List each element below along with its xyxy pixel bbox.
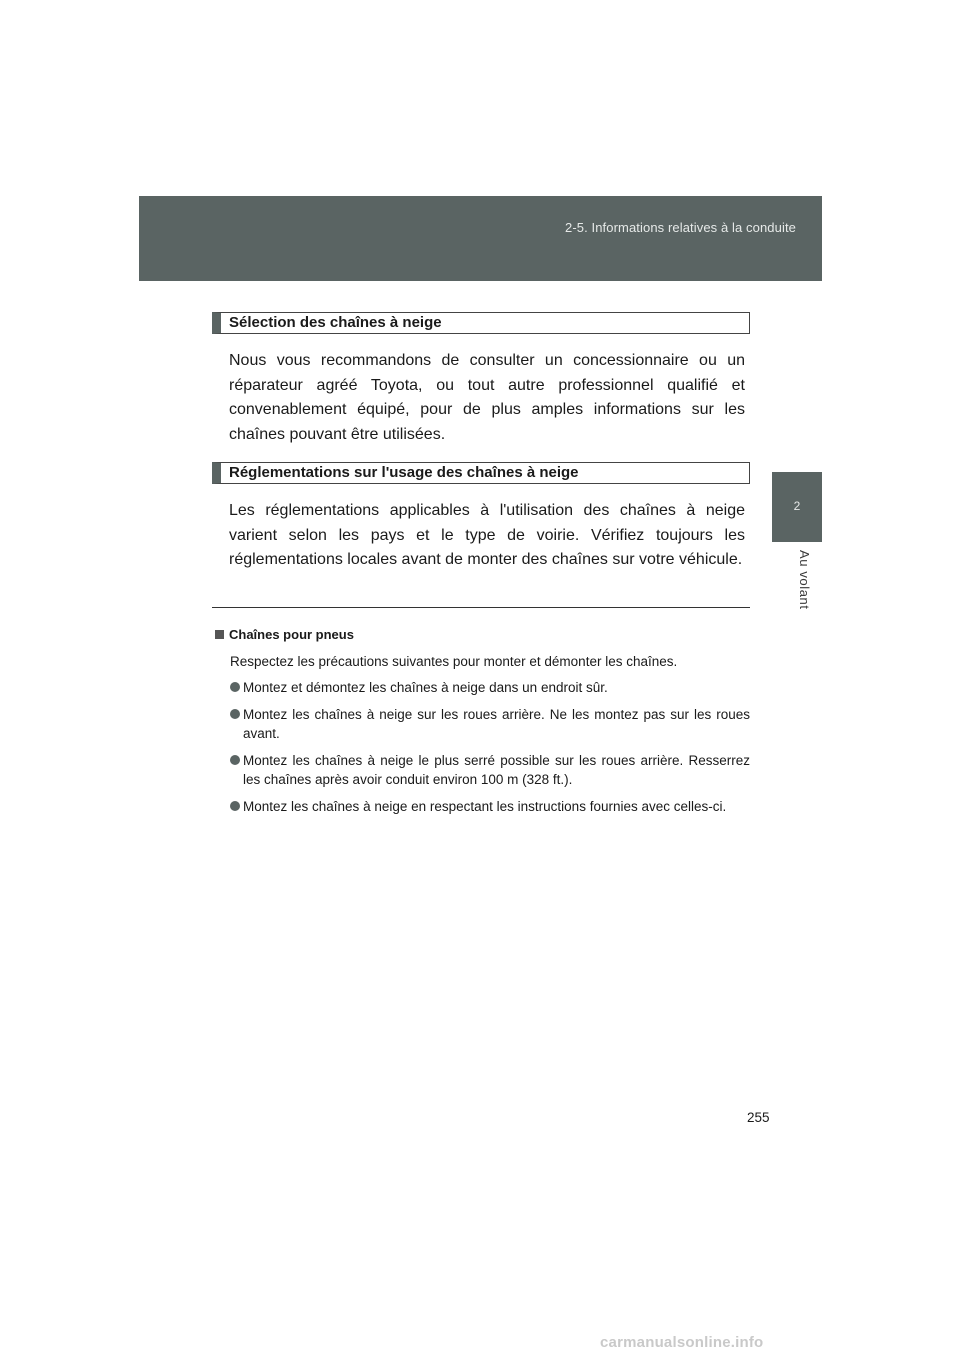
note-heading xyxy=(215,627,354,642)
section-heading-chain-selection: Sélection des chaînes à neige xyxy=(212,312,750,334)
chapter-number: 2 xyxy=(793,499,801,513)
section-breadcrumb: 2-5. Informations relatives à la conduite xyxy=(565,220,796,235)
section-divider xyxy=(212,607,750,608)
section-body-chain-regulations: Les réglementations applicables à l'utilisation des chaînes à neige varient selon les pays et le type de voirie. Vérifiez toujours les réglementations locales avant de monter des chaînes sur votre véhicule. xyxy=(229,502,745,568)
note-intro: Respectez les précautions suivantes pour monter et démonter les chaînes. xyxy=(230,654,678,669)
list-item-text: Montez et démontez les chaînes à neige dans un endroit sûr. xyxy=(243,680,608,695)
chapter-tab xyxy=(772,472,822,542)
square-bullet-icon xyxy=(215,630,224,639)
header-band xyxy=(139,196,822,281)
watermark: carmanualsonline.info xyxy=(600,1334,764,1351)
note-heading-text: Chaînes pour pneus xyxy=(229,627,354,642)
section-heading-chain-regulations: Réglementations sur l'usage des chaînes à neige xyxy=(212,462,750,484)
list-item xyxy=(230,797,750,816)
chapter-label: Au volant xyxy=(797,550,812,610)
bullet-dot-icon xyxy=(230,682,240,692)
section-body-chain-selection: Nous vous recommandons de consulter un concessionnaire ou un réparateur agréé Toyota, ou tout autre professionnel qualifié et convenablement équipé, pour de plus amples informations sur les chaînes pouvant être utilisées. xyxy=(229,352,745,443)
list-item-text: Montez les chaînes à neige le plus serré possible sur les roues arrière. Resserrez les chaînes après avoir conduit environ 100 m (328 ft.). xyxy=(243,753,750,787)
bullet-dot-icon xyxy=(230,709,240,719)
page-number: 255 xyxy=(747,1110,770,1125)
list-item-text: Montez les chaînes à neige en respectant les instructions fournies avec celles-ci. xyxy=(243,799,727,814)
list-item-text: Montez les chaînes à neige sur les roues arrière. Ne les montez pas sur les roues avant. xyxy=(243,707,750,741)
bullet-dot-icon xyxy=(230,755,240,765)
precautions-list xyxy=(230,678,750,816)
list-item xyxy=(230,678,750,697)
list-item xyxy=(230,751,750,789)
bullet-dot-icon xyxy=(230,801,240,811)
list-item xyxy=(230,705,750,743)
